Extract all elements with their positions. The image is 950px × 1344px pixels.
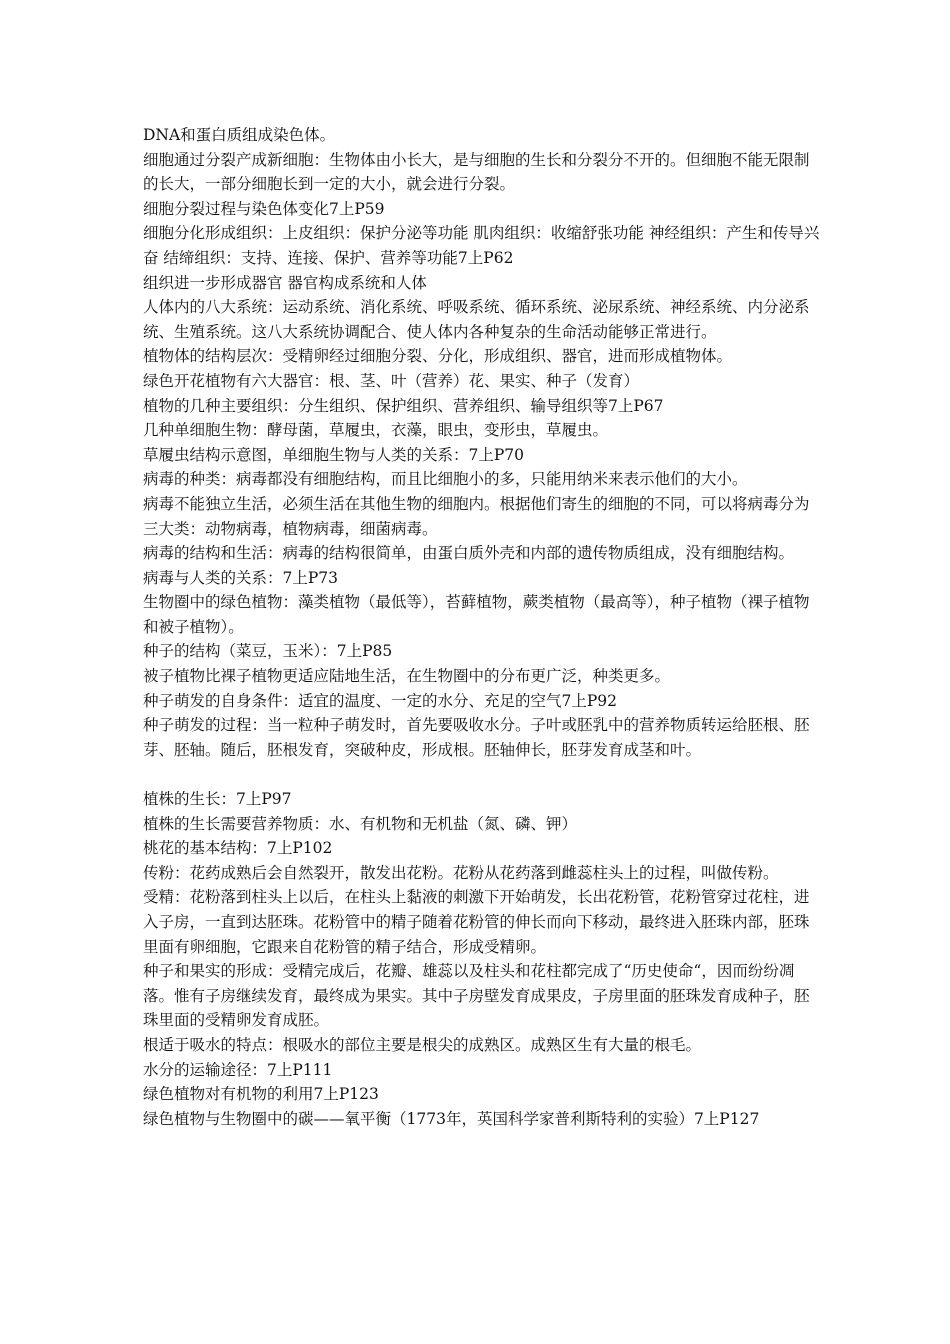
paragraph: 受精：花粉落到柱头上以后，在柱头上黏液的刺激下开始萌发，长出花粉管，花粉管穿过花柱，进入子房，一直到达胚珠。花粉管中的精子随着花粉管的伸长而向下移动，最终进入胚珠内部，胚珠里面有卵细胞，它跟来自花粉管的精子结合，形成受精卵。 xyxy=(143,888,810,956)
blank-line xyxy=(143,762,823,787)
paragraph: 桃花的基本结构：7上P102 xyxy=(143,839,333,858)
paragraph: 细胞分化形成组织：上皮组织：保护分泌等功能 肌肉组织：收缩舒张功能 神经组织：产生和传导兴奋 结缔组织：支持、连接、保护、营养等功能7上P62 xyxy=(143,224,820,267)
paragraph: 草履虫结构示意图，单细胞生物与人类的关系：7上P70 xyxy=(143,445,525,464)
paragraph: 植株的生长：7上P97 xyxy=(143,790,292,809)
paragraph: 植株的生长需要营养物质：水、有机物和无机盐（氮、磷、钾） xyxy=(143,814,578,833)
paragraph: 绿色开花植物有六大器官：根、茎、叶（营养）花、果实、种子（发育） xyxy=(143,371,640,390)
paragraph: 种子和果实的形成：受精完成后，花瓣、雄蕊以及柱头和花柱都完成了“历史使命“，因而纷纷凋落。惟有子房继续发育，最终成为果实。其中子房壁发育成果皮，子房里面的胚珠发育成种子，胚珠里面的受精卵发育成胚。 xyxy=(143,962,810,1030)
paragraph: 被子植物比裸子植物更适应陆地生活，在生物圈中的分布更广泛，种类更多。 xyxy=(143,667,671,686)
paragraph: DNA和蛋白质组成染色体。 xyxy=(143,126,336,144)
paragraph: 病毒的种类：病毒都没有细胞结构，而且比细胞小的多，只能用纳米来表示他们的大小。 xyxy=(143,470,748,489)
paragraph: 种子的结构（菜豆，玉米）：7上P85 xyxy=(143,642,393,661)
paragraph: 绿色植物对有机物的利用7上P123 xyxy=(143,1085,379,1104)
paragraph: 植物的几种主要组织：分生组织、保护组织、营养组织、输导组织等7上P67 xyxy=(143,396,664,415)
paragraph: 根适于吸水的特点：根吸水的部位主要是根尖的成熟区。成熟区生有大量的根毛。 xyxy=(143,1035,702,1054)
paragraph: 种子萌发的过程：当一粒种子萌发时，首先要吸收水分。子叶或胚乳中的营养物质转运给胚根、胚芽、胚轴。随后，胚根发育，突破种皮，形成根。胚轴伸长，胚芽发育成茎和叶。 xyxy=(143,716,810,759)
paragraph: 人体内的八大系统：运动系统、消化系统、呼吸系统、循环系统、泌尿系统、神经系统、内分泌系统、生殖系统。这八大系统协调配合、使人体内各种复杂的生命活动能够正常进行。 xyxy=(143,298,810,341)
paragraph: 种子萌发的自身条件：适宜的温度、一定的水分、充足的空气7上P92 xyxy=(143,691,618,710)
paragraph: 病毒的结构和生活：病毒的结构很简单，由蛋白质外壳和内部的遗传物质组成，没有细胞结构。 xyxy=(143,544,795,563)
paragraph: 绿色植物与生物圈中的碳——氧平衡（1773年，英国科学家普利斯特利的实验）7上P127 xyxy=(143,1109,760,1128)
paragraph: 传粉：花药成熟后会自然裂开，散发出花粉。花粉从花药落到雌蕊柱头上的过程，叫做传粉。 xyxy=(143,863,779,882)
paragraph: 细胞通过分裂产成新细胞：生物体由小长大，是与细胞的生长和分裂分不开的。但细胞不能无限制的长大，一部分细胞长到一定的大小，就会进行分裂。 xyxy=(143,150,810,194)
paragraph: 几种单细胞生物：酵母菌，草履虫，衣藻，眼虫，变形虫，草履虫。 xyxy=(143,421,609,440)
paragraph: 病毒不能独立生活，必须生活在其他生物的细胞内。根据他们寄生的细胞的不同，可以将病毒分为三大类：动物病毒，植物病毒，细菌病毒。 xyxy=(143,494,810,538)
paragraph: 组织进一步形成器官 器官构成系统和人体 xyxy=(143,273,427,292)
paragraph: 病毒与人类的关系：7上P73 xyxy=(143,568,339,587)
paragraph: 细胞分裂过程与染色体变化7上P59 xyxy=(143,199,385,218)
paragraph: 植物体的结构层次：受精卵经过细胞分裂、分化，形成组织、器官，进而形成植物体。 xyxy=(143,347,733,366)
paragraph: 生物圈中的绿色植物：藻类植物（最低等），苔藓植物，蕨类植物（最高等），种子植物（裸子植物和被子植物）。 xyxy=(143,593,810,636)
document-body xyxy=(143,123,823,1131)
paragraph: 水分的运输途径：7上P111 xyxy=(143,1060,333,1079)
